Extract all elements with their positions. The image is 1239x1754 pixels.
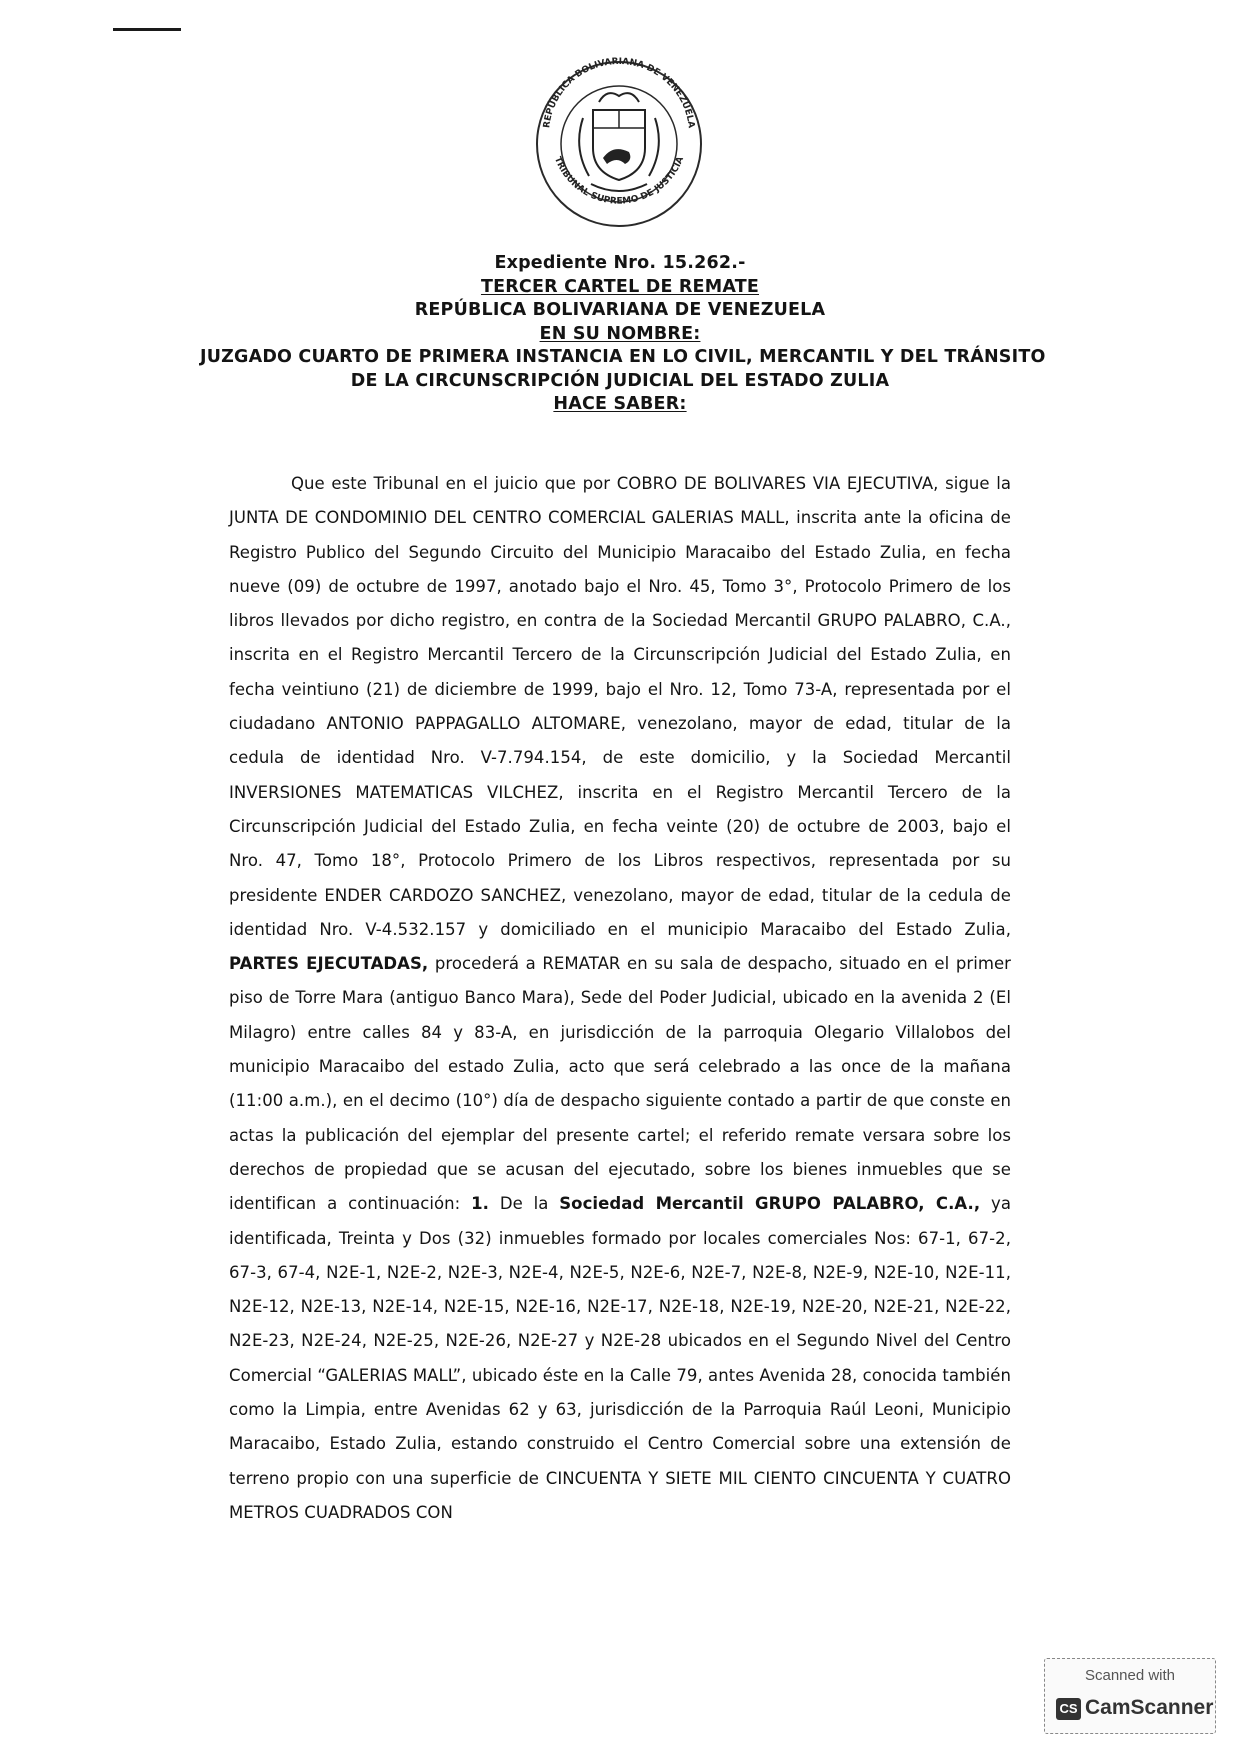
document-header <box>200 252 1046 417</box>
en-su-nombre: EN SU NOMBRE: <box>539 323 701 344</box>
camscanner-badge <box>1044 1658 1216 1734</box>
body-segment-2: procederá a REMATAR en su sala de despacho, situado en el primer piso de Torre Mara (antiguo Banco Mara), Sede del Poder Judicial, ubicado en la avenida 2 (El Milagro) entre calles 84 y 83-A, en jurisdicción de la parroquia Olegario Villalobos del municipio Maracaibo del estado Zulia, acto que será celebrado a las once de la mañana (11:00 a.m.), en el decimo (10°) día de despacho siguiente contado a partir de que conste en actas la publicación del ejemplar del presente cartel; el referido remate versara sobre los derechos de propiedad que se acusan del ejecutado, sobre los bienes inmuebles que se identifican a continuación: <box>229 954 1011 1214</box>
scanner-label: Scanned with <box>1084 1667 1176 1684</box>
seal-bottom-text: TRIBUNAL SUPREMO DE JUSTICIA <box>551 155 687 207</box>
scanner-brand: CamScanner <box>1085 1696 1214 1719</box>
republic-name: REPÚBLICA BOLIVARIANA DE VENEZUELA <box>414 300 826 320</box>
court-name-line2: DE LA CIRCUNSCRIPCIÓN JUDICIAL DEL ESTADO ZULIA <box>350 370 890 391</box>
camscanner-logo-icon: CS <box>1056 1698 1081 1720</box>
national-seal-icon <box>533 48 705 240</box>
seal-top-text: REPÚBLICA BOLIVARIANA DE VENEZUELA <box>542 56 696 129</box>
expediente-number: Expediente Nro. 15.262.- <box>494 253 746 273</box>
body-segment-1: Que este Tribunal en el juicio que por COBRO DE BOLIVARES VIA EJECUTIVA, sigue la JUNTA DE CONDOMINIO DEL CENTRO COMERCIAL GALERIAS MALL, inscrita ante la oficina de Registro Publico del Segundo Circuito del Municipio Maracaibo del Estado Zulia, en fecha nueve (09) de octubre de 1997, anotado bajo el Nro. 45, Tomo 3°, Protocolo Primero de los libros llevados por dicho registro, en contra de la Sociedad Mercantil GRUPO PALABRO, C.A., inscrita en el Registro Mercantil Tercero de la Circunscripción Judicial del Estado Zulia, en fecha veintiuno (21) de diciembre de 1999, bajo el Nro. 12, Tomo 73-A, representada por el ciudadano ANTONIO PAPPAGALLO ALTOMARE, venezolano, mayor de edad, titular de la cedula de identidad Nro. V-7.794.154, de este domicilio, y la Sociedad Mercantil INVERSIONES MATEMATICAS VILCHEZ, inscrita en el Registro Mercantil Tercero de la Circunscripción Judicial del Estado Zulia, en fecha veinte (20) de octubre de 2003, bajo el Nro. 47, Tomo 18°, Protocolo Primero de los Libros respectivos, representada por su presidente ENDER CARDOZO SANCHEZ, venezolano, mayor de edad, titular de la cedula de identidad Nro. V-4.532.157 y domiciliado en el municipio Maracaibo del Estado Zulia, <box>229 474 1011 939</box>
hace-saber: HACE SABER: <box>553 394 687 414</box>
body-bold-partes: PARTES EJECUTADAS, <box>229 954 429 974</box>
top-dash-mark <box>113 28 181 31</box>
body-bold-company: Sociedad Mercantil GRUPO PALABRO, C.A., <box>559 1194 981 1214</box>
body-segment-4: ya identificada, Treinta y Dos (32) inmuebles formado por locales comerciales Nos: 67-1, 67-2, 67-3, 67-4, N2E-1, N2E-2, N2E-3, N2E-4, N2E-5, N2E-6, N2E-7, N2E-8, N2E-9, N2E-10, N2E-11, N2E-12, N2E-13, N2E-14, N2E-15, N2E-16, N2E-17, N2E-18, N2E-19, N2E-20, N2E-21, N2E-22, N2E-23, N2E-24, N2E-25, N2E-26, N2E-27 y N2E-28 ubicados en el Segundo Nivel del Centro Comercial “GALERIAS MALL”, ubicado éste en la Calle 79, antes Avenida 28, conocida también como la Limpia, entre Avenidas 62 y 63, jurisdicción de la Parroquia Raúl Leoni, Municipio Maracaibo, Estado Zulia, estando construido el Centro Comercial sobre una extensión de terreno propio con una superficie de CINCUENTA Y SIETE MIL CIENTO CINCUENTA Y CUATRO METROS CUADRADOS CON <box>229 1194 1011 1522</box>
court-name-line1: JUZGADO CUARTO DE PRIMERA INSTANCIA EN LO CIVIL, MERCANTIL Y DEL TRÁNSITO <box>200 347 1046 367</box>
cartel-title: TERCER CARTEL DE REMATE <box>480 276 760 297</box>
body-bold-item-number: 1. <box>471 1194 489 1214</box>
notice-body <box>229 467 1011 1530</box>
body-segment-3: De la <box>499 1194 549 1214</box>
